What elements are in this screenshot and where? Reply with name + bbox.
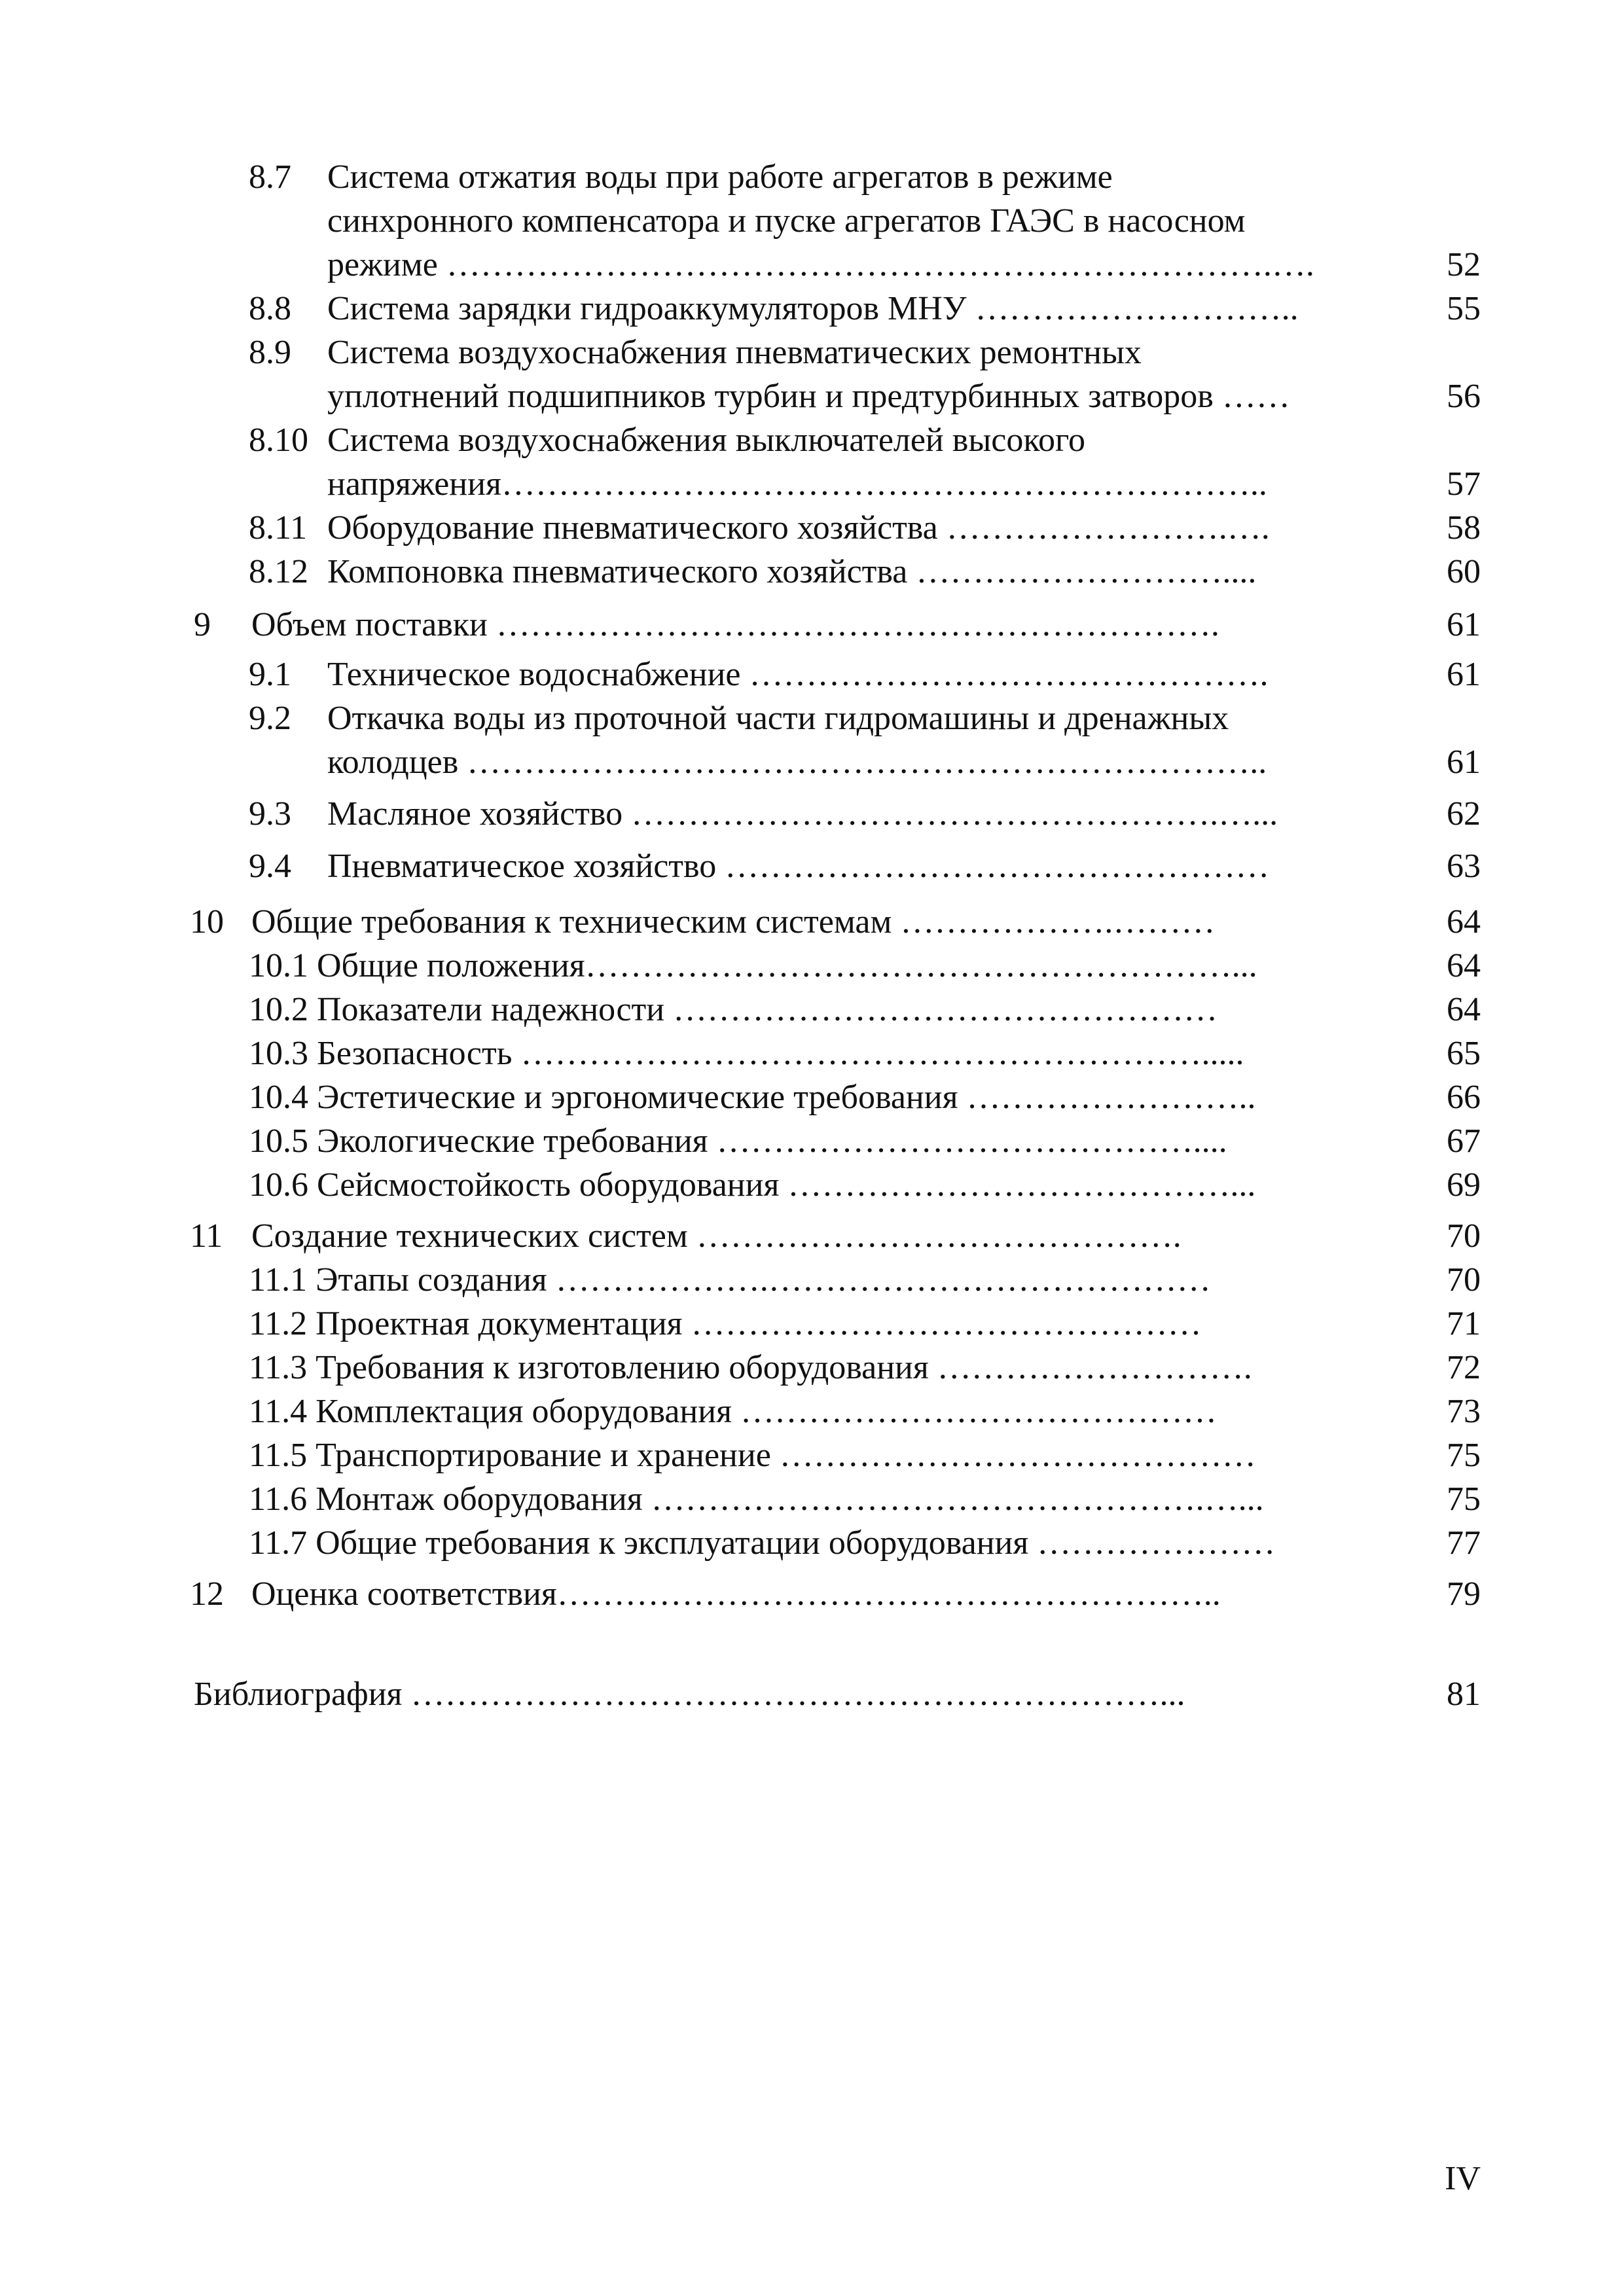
toc-entry-number: 9 [194,606,211,643]
toc-entry-chapter-9 [194,605,1481,645]
toc-entry-page: 69 [1447,1166,1481,1204]
toc-entry [249,990,1481,1030]
toc-entry [249,946,1481,986]
toc-entry-number: 10 [190,903,224,941]
toc-entry [249,157,1481,198]
toc-entry [249,1077,1481,1118]
toc-entry-text: Библиография …………………………………………………………... [194,1676,1185,1713]
toc-entry-page: 61 [1447,606,1481,643]
toc-entry-number: 9.2 [249,700,291,737]
toc-entry-number: 8.12 [249,553,308,590]
toc-entry-text: Система зарядки гидроаккумуляторов МНУ ……………………….. [327,290,1299,327]
toc-entry-text: 11.7 Общие требования к эксплуатации оборудования ………………… [249,1524,1276,1562]
toc-entry-page: 61 [1447,744,1481,781]
toc-entry-page: 64 [1447,903,1481,941]
toc-entry-text: 10.3 Безопасность ……………………………………………………..... [249,1035,1244,1072]
toc-entry [249,508,1481,548]
toc-entry-text: Система воздухоснабжения пневматических ремонтных [327,334,1142,371]
toc-entry-text: 11.2 Проектная документация ……………………………………… [249,1305,1202,1342]
toc-entry-number: 11 [190,1217,223,1255]
toc-entry-number: 12 [190,1575,224,1613]
toc-entry-text: Пневматическое хозяйство ………………………………………… [327,848,1270,885]
toc-entry-text: Компоновка пневматического хозяйства ……………………….... [327,553,1257,590]
toc-entry-chapter-11 [190,1216,1481,1257]
toc-entry-page: 70 [1447,1217,1481,1255]
toc-entry-page: 75 [1447,1437,1481,1474]
toc-entry-number: 8.7 [249,158,291,196]
toc-entry [249,464,1481,505]
toc-entry [249,376,1481,417]
toc-entry-text: Техническое водоснабжение ………………………………………. [327,656,1269,693]
toc-entry-page: 61 [1447,656,1481,693]
toc-entry [249,655,1481,695]
toc-entry-text: Оценка соответствия………………………………………………….. [251,1575,1221,1613]
toc-entry-text: уплотнений подшипников турбин и предтурбинных затворов …… [327,378,1290,415]
toc-entry-text: 10.6 Сейсмостойкость оборудования …………………………………... [249,1166,1256,1204]
toc-entry-text: Создание технических систем ……………………………………. [251,1217,1182,1255]
toc-entry-text: Оборудование пневматического хозяйства …………………….…. [327,509,1270,547]
toc-entry [249,552,1481,592]
toc-entry [249,794,1481,834]
toc-entry-text: 11.4 Комплектация оборудования …………………………………… [249,1393,1218,1430]
toc-entry [249,1304,1481,1344]
toc-entry-page: 56 [1447,378,1481,415]
toc-entry-bibliography [194,1674,1481,1715]
toc-entry-page: 81 [1447,1676,1481,1713]
toc-entry-page: 75 [1447,1480,1481,1518]
toc-entry-number: 8.9 [249,334,291,371]
toc-entry-text: Общие требования к техническим системам ……………….……… [251,903,1216,941]
toc-entry-text: 10.2 Показатели надежности ………………………………………… [249,991,1218,1028]
toc-entry-number: 8.11 [249,509,308,547]
toc-entry-text: синхронного компенсатора и пуске агрегатов ГАЭС в насосном [327,202,1246,240]
toc-entry [249,742,1481,783]
toc-entry-number: 9.3 [249,795,291,833]
toc-entry [249,1121,1481,1162]
toc-entry-text: 11.6 Монтаж оборудования ………………………………………….…... [249,1480,1264,1518]
toc-entry [249,332,1481,373]
toc-entry-chapter-10 [190,902,1481,942]
toc-entry-number: 8.10 [249,422,308,459]
toc-entry [249,1260,1481,1300]
toc-entry-text: Масляное хозяйство …………………………………………….…... [327,795,1278,833]
toc-entry-text: 10.4 Эстетические и эргономические требования …………………….. [249,1079,1256,1116]
toc-entry-text: Откачка воды из проточной части гидромашины и дренажных [327,700,1229,737]
page-number: IV [1445,2160,1481,2197]
toc-entry-number: 9.1 [249,656,291,693]
toc-entry [249,846,1481,887]
toc-entry [249,698,1481,739]
toc-entry-page: 55 [1447,290,1481,327]
toc-entry-number: 9.4 [249,848,291,885]
toc-entry-page: 67 [1447,1122,1481,1160]
toc-entry-page: 58 [1447,509,1481,547]
toc-entry-page: 73 [1447,1393,1481,1430]
toc-entry-page: 64 [1447,991,1481,1028]
toc-entry-text: 11.5 Транспортирование и хранение …………………………………… [249,1437,1256,1474]
toc-entry-page: 52 [1447,246,1481,283]
toc-entry-page: 70 [1447,1261,1481,1299]
toc-entry-text: 11.1 Этапы создания ……………….………………………………… [249,1261,1211,1299]
toc-entry-text: 10.1 Общие положения…………………………………………………... [249,947,1257,984]
toc-entry [249,1391,1481,1432]
toc-entry-page: 57 [1447,465,1481,503]
toc-entry-chapter-12 [190,1574,1481,1615]
toc-entry-page: 63 [1447,848,1481,885]
toc-entry-page: 64 [1447,947,1481,984]
toc-entry-text: Объем поставки ………………………………………………………. [251,606,1219,643]
toc-entry-text: режиме ……………………………………………………………….…. [327,246,1314,283]
toc-entry-page: 62 [1447,795,1481,833]
toc-entry [249,1348,1481,1388]
toc-entry-page: 66 [1447,1079,1481,1116]
toc-entry [249,1479,1481,1520]
toc-entry-page: 60 [1447,553,1481,590]
toc-entry-text: 11.3 Требования к изготовлению оборудования ………………………. [249,1349,1252,1386]
toc-entry [249,1033,1481,1074]
toc-entry-page: 72 [1447,1349,1481,1386]
toc-entry-page: 77 [1447,1524,1481,1562]
toc-entry [249,1165,1481,1206]
toc-entry [249,201,1481,242]
toc-entry [249,420,1481,461]
toc-entry-page: 65 [1447,1035,1481,1072]
toc-entry [249,245,1481,285]
toc-entry-text: 10.5 Экологические требования …………………………………….... [249,1122,1227,1160]
toc-entry-page: 79 [1447,1575,1481,1613]
toc-entry-text: Система отжатия воды при работе агрегатов в режиме [327,158,1113,196]
toc-entry-number: 8.8 [249,290,291,327]
toc-entry-text: напряжения………………………………………………………….. [327,465,1267,503]
toc-entry [249,289,1481,329]
toc-entry-page: 71 [1447,1305,1481,1342]
toc-entry-text: Система воздухоснабжения выключателей высокого [327,422,1085,459]
toc-entry [249,1523,1481,1564]
toc-entry-text: колодцев …………………………………………………………….. [327,744,1267,781]
toc-entry [249,1435,1481,1476]
